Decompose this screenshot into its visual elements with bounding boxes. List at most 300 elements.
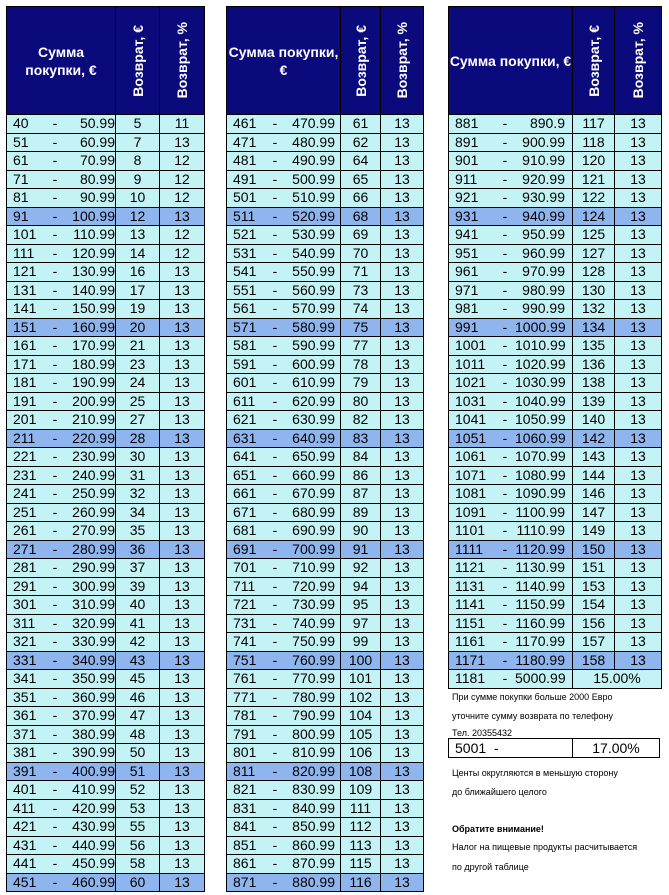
range-cell: 661 - 670.99 [227,485,341,503]
table-row [449,262,661,281]
range-cell: 871 - 880.99 [227,874,341,892]
table-row [449,429,661,448]
table-row [227,817,423,836]
refund-cell: 151 [573,559,615,577]
refund-cell: 79 [341,374,381,392]
refund-cell: 101 [341,670,381,688]
refund-cell: 102 [341,689,381,707]
range-cell: 421 - 430.99 [7,818,116,836]
pct-cell: 13 [630,152,646,169]
range-cell: 301 - 310.99 [7,596,116,614]
range-cell: 751 - 760.99 [227,652,341,670]
range-cell: 1111 - 1120.99 [449,541,573,559]
pct-cell: 13 [174,873,190,890]
range-cell: 241 - 250.99 [7,485,116,503]
refund-cell: 75 [341,319,381,337]
table-row [227,577,423,596]
table-row [227,188,423,207]
refund-cell: 138 [573,374,615,392]
refund-cell: 16 [116,263,160,281]
pct-cell: 13 [394,170,410,187]
refund-cell: 116 [341,874,381,892]
pct-cell: 13 [394,244,410,261]
refund-cell: 34 [116,504,160,522]
range-cell: 51 - 60.99 [7,134,116,152]
pct-cell: 13 [630,411,646,428]
range-cell: 261 - 270.99 [7,522,116,540]
range-cell: 581 - 590.99 [227,337,341,355]
pct-cell: 13 [394,559,410,576]
range-cell: 621 - 630.99 [227,411,341,429]
range-cell: 541 - 550.99 [227,263,341,281]
table-row [7,873,204,892]
table-row [7,151,204,170]
range-cell: 1141 - 1150.99 [449,596,573,614]
range-cell: 591 - 600.99 [227,356,341,374]
table-row [449,540,661,559]
table-row [7,540,204,559]
refund-cell: 78 [341,356,381,374]
table-header [449,7,661,114]
table-row [7,577,204,596]
pct-cell: 12 [174,170,190,187]
pct-cell: 13 [174,466,190,483]
refund-cell: 153 [573,578,615,596]
pct-cell: 13 [394,762,410,779]
refund-cell: 36 [116,541,160,559]
range-cell: 511 - 520.99 [227,208,341,226]
pct-cell: 13 [174,688,190,705]
pct-cell: 13 [394,670,410,687]
refund-cell: 20 [116,319,160,337]
table-row [227,503,423,522]
range-cell: 441 - 450.99 [7,855,116,873]
pct-cell: 13 [630,355,646,372]
pct-cell: 13 [630,244,646,261]
table-row [227,780,423,799]
pct-cell: 13 [394,374,410,391]
range-cell: 181 - 190.99 [7,374,116,392]
pct-cell: 13 [394,873,410,890]
table-row [449,114,661,133]
table-row [449,151,661,170]
range-cell: 341 - 350.99 [7,670,116,688]
pct-cell: 13 [174,818,190,835]
refund-cell: 8 [116,152,160,170]
refund-cell: 5 [116,115,160,133]
refund-cell: 124 [573,208,615,226]
pct-cell: 13 [174,707,190,724]
table-row [227,743,423,762]
pct-cell: 13 [394,818,410,835]
table-row [7,410,204,429]
pct-cell: 13 [630,170,646,187]
range-cell: 331 - 340.99 [7,652,116,670]
table-row [7,817,204,836]
pct-cell: 13 [630,281,646,298]
table-header [7,7,204,114]
refund-cell: 135 [573,337,615,355]
refund-cell: 27 [116,411,160,429]
table-row [7,299,204,318]
refund-cell: 35 [116,522,160,540]
table-row [227,355,423,374]
range-cell: 651 - 660.99 [227,467,341,485]
table-row [7,854,204,873]
range-cell: 711 - 720.99 [227,578,341,596]
pct-cell: 13 [394,725,410,742]
table-row [449,373,661,392]
range-cell: 1091 - 1100.99 [449,504,573,522]
refund-cell: 142 [573,430,615,448]
range-cell: 731 - 740.99 [227,615,341,633]
refund-cell: 94 [341,578,381,596]
refund-cell: 125 [573,226,615,244]
pct-cell: 13 [630,226,646,243]
table-row [449,336,661,355]
pct-cell: 13 [174,300,190,317]
refund-cell: 51 [116,763,160,781]
pct-cell: 13 [394,281,410,298]
note-cents-2: до ближайшего целого [452,787,547,797]
table-row [449,558,661,577]
table-row [227,873,423,892]
pct-cell: 13 [174,540,190,557]
pct-cell: 13 [630,503,646,520]
refund-cell: 45 [116,670,160,688]
range-cell: 271 - 280.99 [7,541,116,559]
table-row [449,521,661,540]
table-row [227,133,423,152]
refund-cell: 91 [341,541,381,559]
pct-cell: 13 [630,614,646,631]
range-cell: 641 - 650.99 [227,448,341,466]
range-cell: 631 - 640.99 [227,430,341,448]
pct-cell: 13 [630,133,646,150]
refund-cell: 32 [116,485,160,503]
refund-table-2 [226,6,424,892]
pct-cell: 15.00% [593,670,641,687]
range-cell: 911 - 920.99 [449,171,573,189]
refund-cell: 128 [573,263,615,281]
table-row [227,558,423,577]
range-cell: 251 - 260.99 [7,504,116,522]
table-row [227,466,423,485]
refund-cell: 52 [116,781,160,799]
pct-cell: 13 [394,207,410,224]
range-cell: 1171 - 1180.99 [449,652,573,670]
pct-cell: 13 [630,559,646,576]
pct-cell: 13 [630,374,646,391]
pct-cell: 13 [174,133,190,150]
refund-cell: 7 [116,134,160,152]
table-row [7,392,204,411]
refund-cell: 115 [341,855,381,873]
refund-cell: 82 [341,411,381,429]
refund-cell: 154 [573,596,615,614]
pct-cell: 13 [394,522,410,539]
range-cell: 851 - 860.99 [227,837,341,855]
range-cell: 801 - 810.99 [227,744,341,762]
range-cell: 1001 - 1010.99 [449,337,573,355]
range-cell: 281 - 290.99 [7,559,116,577]
refund-cell: 130 [573,282,615,300]
refund-cell: 50 [116,744,160,762]
pct-cell: 12 [174,152,190,169]
table-row [227,281,423,300]
range-cell: 901 - 910.99 [449,152,573,170]
pct-cell: 13 [174,744,190,761]
range-cell: 401 - 410.99 [7,781,116,799]
table-row [449,410,661,429]
table-row [227,854,423,873]
pct-cell: 13 [394,355,410,372]
range-cell: 781 - 790.99 [227,707,341,725]
refund-cell: 37 [116,559,160,577]
header-refund-pct: Возврат, % [630,22,646,99]
table-row [227,207,423,226]
refund-cell: 62 [341,134,381,152]
refund-cell: 61 [341,115,381,133]
range-cell: 191 - 200.99 [7,393,116,411]
note-food-2: по другой таблице [452,862,529,872]
range-cell: 121 - 130.99 [7,263,116,281]
refund-cell: 43 [116,652,160,670]
refund-cell: 53 [116,800,160,818]
pct-cell: 13 [394,503,410,520]
table-row [227,244,423,263]
table-row [7,133,204,152]
header-refund-pct: Возврат, % [394,22,410,99]
pct-cell: 13 [174,670,190,687]
refund-cell: 66 [341,189,381,207]
pct-cell: 13 [174,577,190,594]
table-row [7,632,204,651]
range-cell: 561 - 570.99 [227,300,341,318]
range-cell: 891 - 900.99 [449,134,573,152]
refund-cell: 21 [116,337,160,355]
range-cell: 1031 - 1040.99 [449,393,573,411]
note-food-1: Налог на пищевые продукты расчитывается [452,842,638,852]
table-header [227,7,423,114]
table-row [449,651,661,670]
pct-cell: 13 [394,485,410,502]
refund-cell: 48 [116,726,160,744]
range-cell: 151 - 160.99 [7,319,116,337]
range-cell: 221 - 230.99 [7,448,116,466]
pct-cell: 13 [394,466,410,483]
range-cell: 1021 - 1030.99 [449,374,573,392]
range-cell: 321 - 330.99 [7,633,116,651]
pct-cell: 13 [630,263,646,280]
table-row [7,688,204,707]
refund-cell: 28 [116,430,160,448]
pct-cell: 13 [174,374,190,391]
range-cell: 971 - 980.99 [449,282,573,300]
table-row [7,447,204,466]
range-cell: 491 - 500.99 [227,171,341,189]
refund-cell: 97 [341,615,381,633]
note-cents-1: Центы округляются в меньшую сторону [452,768,618,778]
pct-cell: 13 [630,115,646,132]
table-row [227,225,423,244]
pct-cell: 13 [394,300,410,317]
range-cell: 1051 - 1060.99 [449,430,573,448]
range-cell: 1121 - 1130.99 [449,559,573,577]
range-cell: 411 - 420.99 [7,800,116,818]
refund-cell: 149 [573,522,615,540]
refund-cell: 105 [341,726,381,744]
pct-cell: 13 [174,596,190,613]
pct-cell: 13 [630,577,646,594]
special-range: 5001 - [449,739,573,757]
refund-cell: 139 [573,393,615,411]
pct-cell: 13 [174,263,190,280]
refund-cell: 71 [341,263,381,281]
refund-cell: 113 [341,837,381,855]
refund-cell: 111 [341,800,381,818]
pct-cell: 13 [174,651,190,668]
pct-cell: 13 [174,855,190,872]
refund-cell: 150 [573,541,615,559]
table-row [227,595,423,614]
range-cell: 1081 - 1090.99 [449,485,573,503]
range-cell: 171 - 180.99 [7,356,116,374]
pct-cell: 13 [630,429,646,446]
pct-cell: 13 [174,448,190,465]
pct-cell: 12 [174,189,190,206]
range-cell: 71 - 80.99 [7,171,116,189]
range-cell: 361 - 370.99 [7,707,116,725]
range-cell: 941 - 950.99 [449,226,573,244]
table-row [7,743,204,762]
range-cell: 1161 - 1170.99 [449,633,573,651]
refund-cell: 121 [573,171,615,189]
pct-cell: 13 [174,337,190,354]
range-cell: 841 - 850.99 [227,818,341,836]
table-row [7,614,204,633]
refund-cell: 39 [116,578,160,596]
range-cell: 1181 - 5000.99 [449,670,573,688]
range-cell: 691 - 700.99 [227,541,341,559]
table-row [227,632,423,651]
table-row [449,392,661,411]
pct-cell: 13 [394,318,410,335]
refund-cell: 80 [341,393,381,411]
range-cell: 131 - 140.99 [7,282,116,300]
pct-cell: 13 [174,614,190,631]
pct-cell: 13 [174,725,190,742]
refund-cell: 104 [341,707,381,725]
refund-cell: 69 [341,226,381,244]
range-cell: 611 - 620.99 [227,393,341,411]
pct-cell: 13 [174,355,190,372]
refund-cell: 30 [116,448,160,466]
range-cell: 1041 - 1050.99 [449,411,573,429]
table-row [7,336,204,355]
refund-cell: 68 [341,208,381,226]
note-attention: Обратите внимание! [452,824,544,834]
pct-cell: 13 [630,300,646,317]
note-line-2: уточните сумму возврата по телефону [452,711,613,721]
refund-cell: 64 [341,152,381,170]
table-row [227,762,423,781]
refund-table-1 [6,6,205,892]
table-row [227,151,423,170]
refund-cell: 95 [341,596,381,614]
pct-cell: 13 [394,189,410,206]
refund-cell: 118 [573,134,615,152]
refund-cell: 58 [116,855,160,873]
pct-cell: 13 [394,744,410,761]
pct-cell: 13 [394,633,410,650]
table-row [7,595,204,614]
table-row [449,466,661,485]
pct-cell: 13 [394,337,410,354]
range-cell: 961 - 970.99 [449,263,573,281]
table-row [227,669,423,688]
table-row [449,484,661,503]
table-row [7,706,204,725]
pct-cell: 13 [174,762,190,779]
table-row [449,299,661,318]
range-cell: 141 - 150.99 [7,300,116,318]
refund-cell: 73 [341,282,381,300]
table-row [227,373,423,392]
refund-cell: 9 [116,171,160,189]
table-row [227,799,423,818]
range-cell: 811 - 820.99 [227,763,341,781]
refund-cell: 147 [573,504,615,522]
table-row [227,336,423,355]
table-row [7,836,204,855]
pct-cell: 13 [394,688,410,705]
refund-cell: 31 [116,467,160,485]
pct-cell: 13 [174,522,190,539]
range-cell: 91 - 100.99 [7,208,116,226]
header-purchase-amount: Сумма покупки, € [7,7,116,114]
pct-cell: 13 [174,392,190,409]
range-cell: 791 - 800.99 [227,726,341,744]
refund-cell: 90 [341,522,381,540]
pct-cell: 13 [630,207,646,224]
pct-cell: 13 [394,799,410,816]
refund-cell: 146 [573,485,615,503]
table-row [7,225,204,244]
refund-cell: 100 [341,652,381,670]
range-cell: 291 - 300.99 [7,578,116,596]
refund-cell: 74 [341,300,381,318]
table-row [449,133,661,152]
pct-cell: 13 [394,115,410,132]
range-cell: 231 - 240.99 [7,467,116,485]
pct-cell: 13 [394,429,410,446]
range-cell: 211 - 220.99 [7,430,116,448]
table-row [7,429,204,448]
range-cell: 81 - 90.99 [7,189,116,207]
table-row [227,262,423,281]
refund-cell: 10 [116,189,160,207]
table-row [227,318,423,337]
refund-cell: 65 [341,171,381,189]
refund-cell: 56 [116,837,160,855]
pct-cell: 13 [394,651,410,668]
table-row [227,429,423,448]
range-cell: 1071 - 1080.99 [449,467,573,485]
refund-cell: 14 [116,245,160,263]
refund-cell: 136 [573,356,615,374]
range-cell: 831 - 840.99 [227,800,341,818]
